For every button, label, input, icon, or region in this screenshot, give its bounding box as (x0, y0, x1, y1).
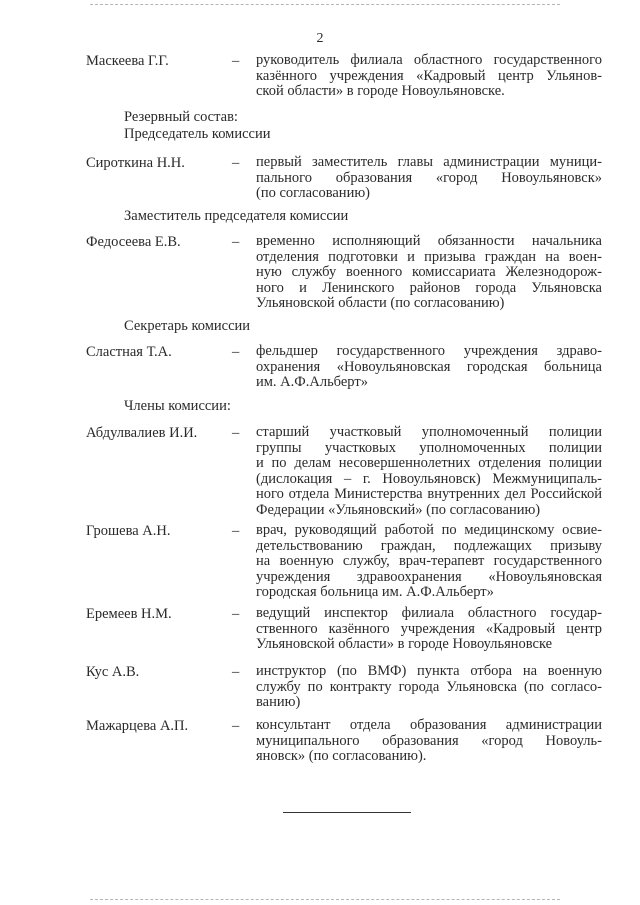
description-line: детельствованию граждан, подлежащих призыву (256, 537, 602, 554)
dash: – (232, 718, 240, 734)
description-line: муниципального образования «город Новоуль- (256, 732, 602, 749)
member-description (256, 425, 602, 519)
description-line: охранения «Новоульяновская городская больница (256, 358, 602, 375)
description-line: городская больница им. А.Ф.Альберт» (256, 584, 494, 601)
description-line: ственного казённого учреждения «Кадровый центр (256, 620, 602, 637)
description-line: (дислокация – г. Новоульяновск) Межмуниципаль- (256, 470, 602, 487)
description-line: ведущий инспектор филиала областного государ- (256, 605, 602, 621)
section-heading-members: Члены комиссии: (124, 398, 231, 414)
description-line: Ульяновской области (по согласованию) (256, 295, 505, 312)
description-line: врач, руководящий работой по медицинскому освие- (256, 522, 602, 538)
dash: – (232, 664, 240, 680)
description-line: временно исполняющий обязанности начальника (256, 233, 602, 249)
member-description (256, 718, 602, 765)
member-description (256, 523, 602, 601)
description-line: старший участковый уполномоченный полиции (256, 424, 602, 440)
scan-edge-top (90, 4, 560, 5)
description-line: (по согласованию) (256, 185, 370, 202)
description-line: Федерации «Ульяновский» (по согласованию) (256, 501, 541, 518)
member-name: Маскеева Г.Г. (86, 53, 169, 69)
member-description (256, 53, 602, 100)
description-line: яновск» (по согласованию). (256, 748, 427, 765)
description-line: инструктор (по ВМФ) пункта отбора на военную (256, 663, 602, 679)
description-line: учреждения здравоохранения «Новоульяновская (256, 568, 602, 585)
member-description (256, 155, 602, 202)
member-name: Сироткина Н.Н. (86, 155, 185, 171)
member-description (256, 234, 602, 312)
section-heading-reserve: Резервный состав: (124, 109, 238, 125)
description-line: пального образования «город Новоульяновск» (256, 169, 602, 186)
description-line: фельдшер государственного учреждения здраво- (256, 343, 602, 359)
dash: – (232, 344, 240, 360)
member-name: Сластная Т.А. (86, 344, 172, 360)
member-name: Мажарцева А.П. (86, 718, 189, 734)
member-description (256, 664, 602, 711)
dash: – (232, 234, 240, 250)
scan-edge-bottom (90, 899, 560, 900)
dash: – (232, 523, 240, 539)
member-name: Грошева А.Н. (86, 523, 171, 539)
section-heading-deputy: Заместитель председателя комиссии (124, 208, 349, 224)
description-line: первый заместитель главы администрации муници- (256, 154, 602, 170)
description-line: руководитель филиала областного государственного (256, 52, 602, 68)
dash: – (232, 53, 240, 69)
description-line: консультант отдела образования администрации (256, 717, 602, 733)
member-description (256, 344, 602, 391)
description-line: группы участковых уполномоченных полиции (256, 439, 602, 456)
description-line: ской области» в городе Новоульяновске. (256, 83, 505, 100)
description-line: казённого учреждения «Кадровый центр Ульянов- (256, 67, 602, 84)
description-line: отделения подготовки и призыва граждан на воен- (256, 248, 602, 265)
page-number: 2 (316, 31, 324, 46)
member-description (256, 606, 602, 653)
description-line: Ульяновской области» в городе Новоульяновске (256, 636, 553, 653)
description-line: на военную службу, врач-терапевт государственного (256, 553, 602, 570)
member-name: Еремеев Н.М. (86, 606, 172, 622)
description-line: ную службу военного комиссариата Железнодорож- (256, 264, 602, 281)
section-heading-chairman: Председатель комиссии (124, 126, 271, 142)
description-line: службу по контракту города Ульяновска (по согласо- (256, 678, 602, 695)
description-line: им. А.Ф.Альберт» (256, 374, 368, 391)
description-line: ного и Ленинского районов города Ульяновска (256, 279, 602, 296)
member-name: Кус А.В. (86, 664, 140, 680)
member-name: Абдулвалиев И.И. (86, 425, 198, 441)
section-heading-secretary: Секретарь комиссии (124, 318, 251, 334)
member-name: Федосеева Е.В. (86, 234, 181, 250)
dash: – (232, 606, 240, 622)
end-divider (283, 812, 411, 813)
dash: – (232, 155, 240, 171)
description-line: и по делам несовершеннолетних отделения полиции (256, 455, 602, 472)
description-line: ного отдела Министерства внутренних дел Российской (256, 486, 602, 503)
description-line: ванию) (256, 694, 301, 711)
dash: – (232, 425, 240, 441)
